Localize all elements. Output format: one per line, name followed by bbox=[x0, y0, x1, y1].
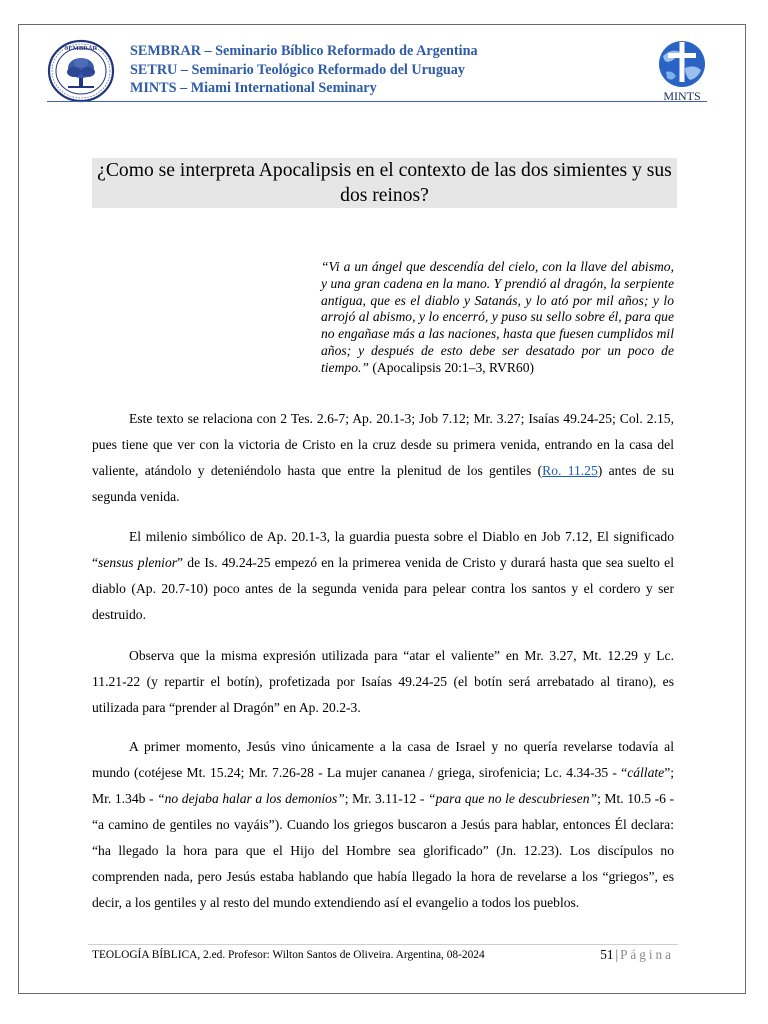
romans-link[interactable]: Ro. 11.25 bbox=[542, 463, 598, 478]
mints-logo-label: MINTS bbox=[663, 89, 701, 103]
p2-text-before: El milenio simbólico de Ap. 20.1-3, la guardia puesta sobre el Diablo en Job 7.12, El significado “ bbox=[92, 529, 674, 570]
footer-divider bbox=[88, 944, 678, 945]
p4-text-c: ”; Mr. 1.34b - bbox=[92, 765, 674, 806]
quote-text: “Vi a un ángel que descendía del cielo, con la llave del abismo, y una gran cadena en la mano. Y prendió al dragón, la serpiente antigua, que es el diablo y Satanás, y lo ató por mil años; y lo arrojó al abismo, y lo encerró, y puso su sello sobre él, para que no engañase más a las naciones, hasta que fuesen cumplidos mil años; y después de esto debe ser desatado por un poco de tiempo.” bbox=[321, 259, 674, 375]
mints-logo bbox=[654, 38, 710, 106]
p4-italic-b: cállate bbox=[627, 765, 665, 780]
paragraph-2 bbox=[92, 524, 674, 628]
p4-text-a: A primer momento, Jesús vino únicamente a la casa de Israel y no quería revelarse todavía al mundo (cotéjese Mt. 15.24; Mr. 7.26-28 - La mujer cananea / griega, sirofenicia; Lc. 4.34-35 - “ bbox=[92, 739, 674, 780]
footer-page-indicator bbox=[582, 946, 674, 964]
sembrar-seal-logo bbox=[47, 39, 115, 103]
p4-italic-f: “para que no le descubriesen” bbox=[428, 791, 598, 806]
header-divider bbox=[47, 101, 707, 102]
p2-italic: sensus plenior bbox=[98, 555, 178, 570]
p2-text-after: ” de Is. 49.24-25 empezó en la primerea venida de Cristo y durará hasta que sea suelto el diablo (Ap. 20.7-10) poco antes de la segunda venida para pelear contra los santos y el cordero y ser destruido. bbox=[92, 555, 674, 622]
p4-text-e: ; Mr. 3.11-12 - bbox=[344, 791, 429, 806]
scripture-quote bbox=[321, 259, 674, 377]
page-title: ¿Como se interpreta Apocalipsis en el contexto de las dos simientes y sus dos reinos? bbox=[92, 158, 677, 208]
p1-text-after: ) antes de su segunda venida. bbox=[92, 463, 674, 504]
paragraph-3: Observa que la misma expresión utilizada para “atar el valiente” en Mr. 3.27, Mt. 12.29 y Lc. 11.21-22 (y repartir el botín), profetizada por Isaías 49.24-25 (el botín será arrebatado al tirano), es utilizada para “prender al Dragón” en Ap. 20.2-3. bbox=[92, 648, 674, 715]
quote-reference: (Apocalipsis 20:1–3, RVR60) bbox=[372, 359, 535, 375]
header-institutions bbox=[130, 42, 670, 98]
header-line-setru: SETRU – Seminario Teológico Reformado del Uruguay bbox=[130, 61, 465, 78]
p4-italic-d: “no dejaba halar a los demonios” bbox=[157, 791, 345, 806]
header-line-mints: MINTS – Miami International Seminary bbox=[130, 80, 377, 96]
seal-top-text: SEMBRAR bbox=[64, 45, 98, 52]
paragraph-1 bbox=[92, 406, 674, 510]
p4-text-g: ; Mt. 10.5 -6 - “a camino de gentiles no vayáis”). Cuando los griegos buscaron a Jesús para hablar, entonces Él declara: “ha llegado la hora para que el Hijo del Hombre sea glorificado” (Jn. 12.23). Los discípulos no comprenden nada, pero Jesús estaba hablando que había llegado la hora de revelarse a los “griegos”, es decir, a los gentiles y al resto del mundo extendiendo así el evangelio a todos los pueblos. bbox=[92, 791, 674, 910]
header-line-sembrar: SEMBRAR – Seminario Bíblico Reformado de Argentina bbox=[130, 43, 478, 59]
page-number: 51 bbox=[600, 947, 614, 962]
paragraph-4 bbox=[92, 734, 674, 916]
page-separator: | bbox=[615, 947, 619, 962]
page-label: Página bbox=[620, 947, 674, 962]
footer-course-info: TEOLOGÍA BÍBLICA, 2.ed. Profesor: Wilton Santos de Oliveira. Argentina, 08-2024 bbox=[92, 949, 485, 961]
p1-text-before: Este texto se relaciona con 2 Tes. 2.6-7; Ap. 20.1-3; Job 7.12; Mr. 3.27; Isaías 49.24-25; Col. 2.15, pues tiene que ver con la victoria de Cristo en la cruz desde su primera venida, entrando en la casa del valiente, atándolo y deteniéndolo hasta que entre la plenitud de los gentiles ( bbox=[92, 411, 674, 478]
